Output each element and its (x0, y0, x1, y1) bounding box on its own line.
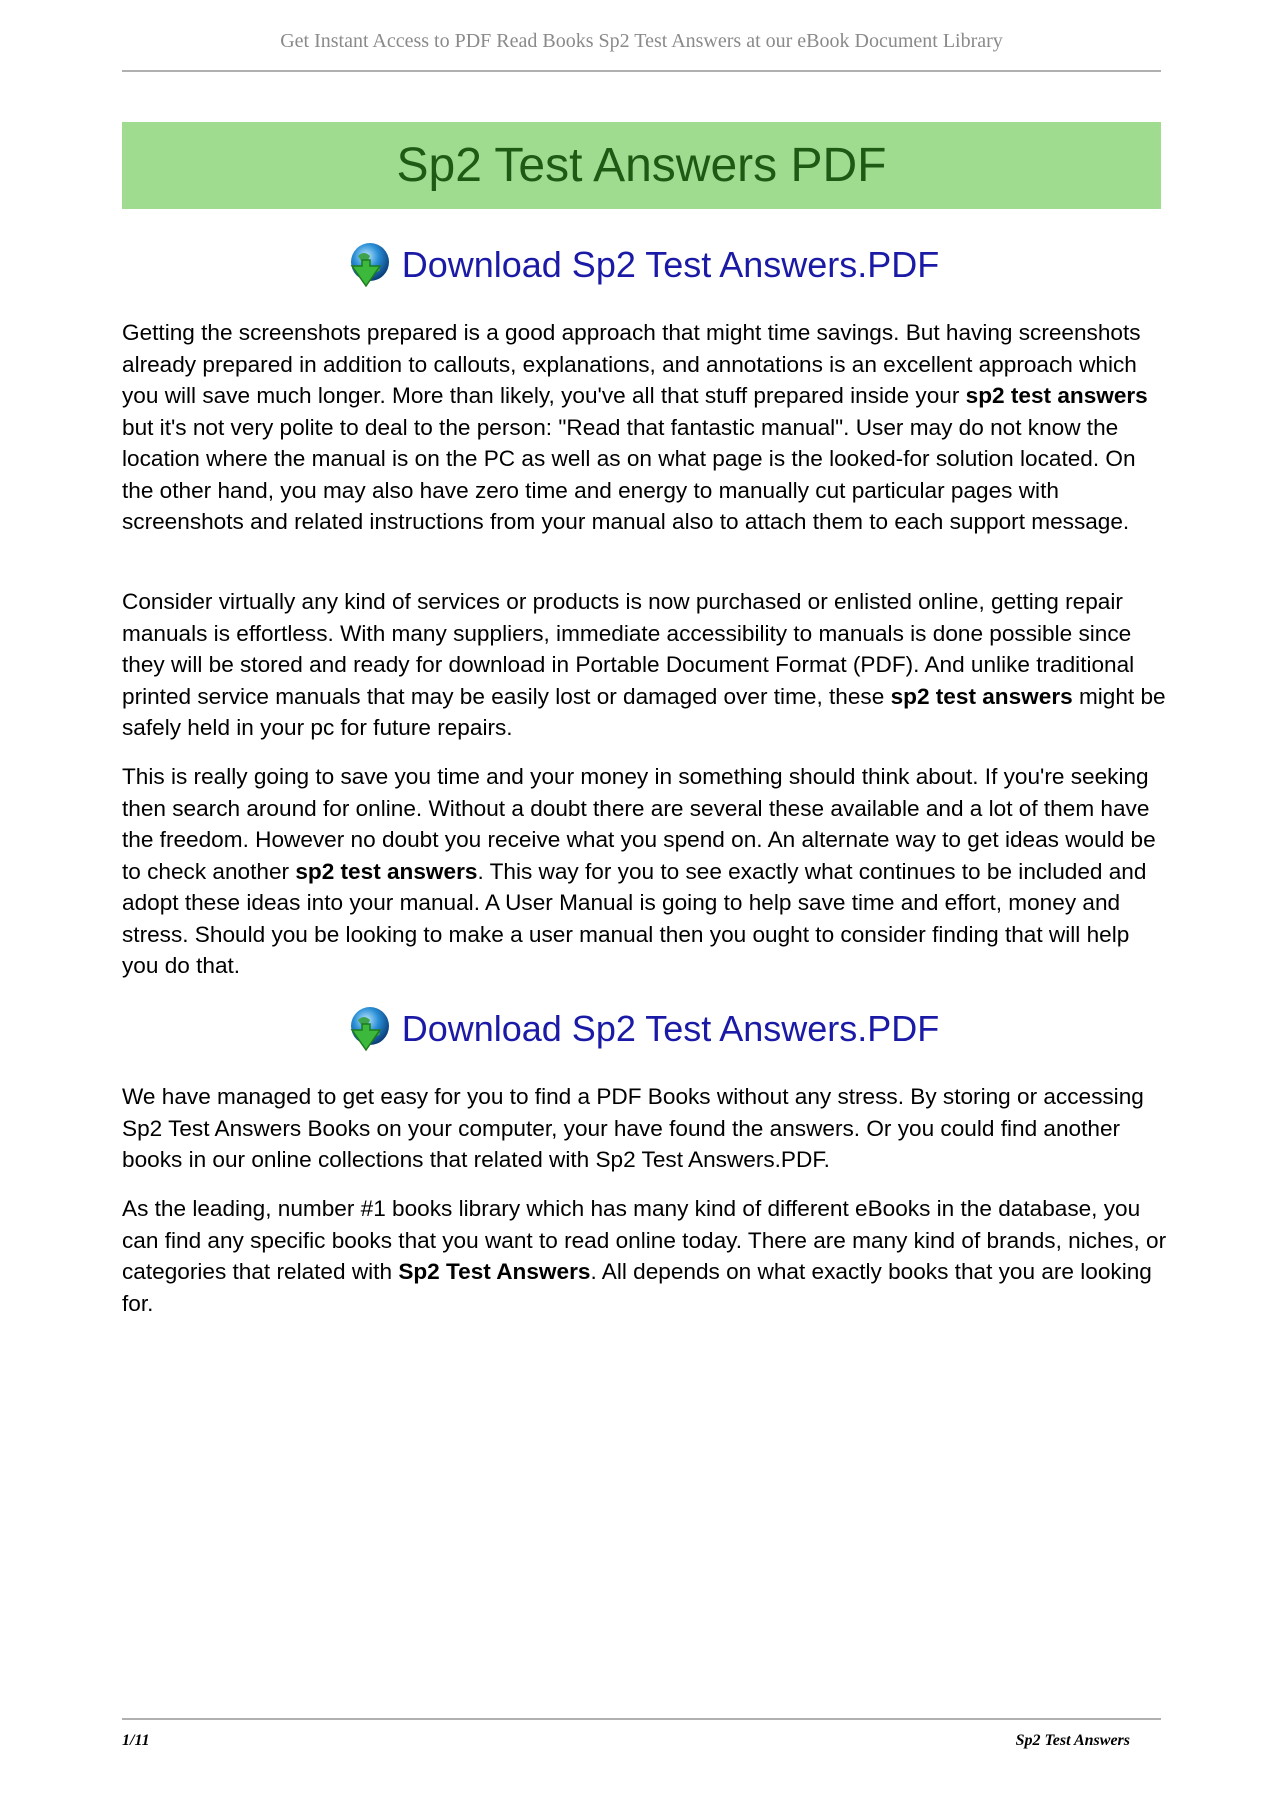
keyword-bold: Sp2 Test Answers (398, 1259, 591, 1284)
paragraph-3: This is really going to save you time and your money in something should think about. If you're seeking then search around for online. Without a doubt there are several these available and a lot of them have the freedom. However no doubt you receive what you spend on. An alternate way to get ideas would be to check another sp2 test answers. This way for you to see exactly what continues to be included and adopt these ideas into your manual. A User Manual is going to help save time and effort, money and stress. Should you be looking to make a user manual then you ought to consider finding that will help you do that. (122, 764, 1156, 978)
keyword-bold: sp2 test answers (890, 683, 1073, 709)
footer-title: Sp2 Test Answers (1015, 1732, 1130, 1749)
paragraph-1: Getting the screenshots prepared is a good approach that might time savings. But having screenshots already prepared in addition to callouts, explanations, and annotations is an excellent approach which you will save much longer. More than likely, you've all that stuff prepared inside your sp2 test answers but it's not very polite to deal to the person: "Read that fantastic manual". User may do not know the location where the manual is on the PC as well as on what page is the looked-for solution located. On the other hand, you may also have zero time and energy to manually cut particular pages with screenshots and related instructions from your manual also to attach them to each support message. (122, 320, 1148, 534)
paragraph-4: We have managed to get easy for you to find a PDF Books without any stress. By storing or accessing Sp2 Test Answers Books on your computer, your have found the answers. Or you could find another books in our online collections that related with Sp2 Test Answers.PDF. (122, 1084, 1144, 1172)
page-title: Sp2 Test Answers PDF (396, 139, 887, 192)
title-banner (122, 122, 1161, 209)
paragraph-2: Consider virtually any kind of services or products is now purchased or enlisted online, getting repair manuals is effortless. With many suppliers, immediate accessibility to manuals is done possible since they will be stored and ready for download in Portable Document Format (PDF). And unlike traditional printed service manuals that may be easily lost or damaged over time, these sp2 test answers might be safely held in your pc for future repairs. (122, 589, 1166, 740)
globe-download-icon (344, 240, 392, 290)
download-link-label: Download Sp2 Test Answers.PDF (401, 244, 940, 285)
download-link-2[interactable] (122, 1004, 1161, 1054)
header-divider (122, 70, 1161, 72)
keyword-bold: sp2 test answers (295, 858, 478, 884)
page-header-text: Get Instant Access to PDF Read Books Sp2 Test Answers at our eBook Document Library (280, 30, 1003, 52)
page-number: 1/11 (122, 1732, 150, 1749)
globe-download-icon (344, 1004, 392, 1054)
download-link-label: Download Sp2 Test Answers.PDF (401, 1008, 940, 1049)
footer-divider (122, 1718, 1161, 1720)
paragraph-5: As the leading, number #1 books library which has many kind of different eBooks in the database, you can find any specific books that you want to read online today. There are many kind of brands, niches, or categories that related with Sp2 Test Answers. All depends on what exactly books that you are looking for. (122, 1196, 1167, 1316)
keyword-bold: sp2 test answers (965, 383, 1148, 408)
download-link[interactable] (122, 240, 1161, 290)
